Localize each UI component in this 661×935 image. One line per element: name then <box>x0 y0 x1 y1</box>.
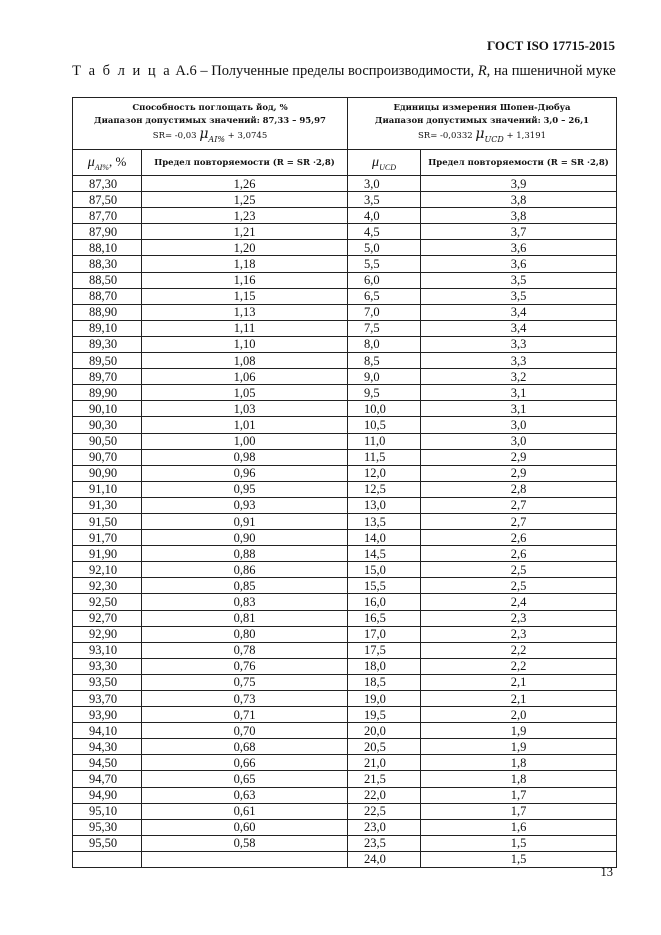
table-cell: 87,30 <box>73 176 142 192</box>
table-cell: 6,0 <box>348 272 421 288</box>
table-cell: 3,5 <box>421 272 617 288</box>
caption-number: А.6 <box>175 63 197 79</box>
table-cell: 16,0 <box>348 594 421 610</box>
table-cell: 2,8 <box>421 481 617 497</box>
table-cell: 0,75 <box>142 674 348 690</box>
table-cell: 1,01 <box>142 417 348 433</box>
table-cell: 1,6 <box>421 819 617 835</box>
table-cell: 1,8 <box>421 771 617 787</box>
table-caption <box>72 63 616 79</box>
table-row <box>73 674 617 690</box>
table-cell: 88,10 <box>73 240 142 256</box>
table-row <box>73 208 617 224</box>
table-cell: 2,2 <box>421 642 617 658</box>
table-cell: 11,0 <box>348 433 421 449</box>
table-row <box>73 835 617 851</box>
table-row <box>73 481 617 497</box>
table-cell: 15,0 <box>348 562 421 578</box>
table-cell: 0,65 <box>142 771 348 787</box>
table-row <box>73 562 617 578</box>
table-cell: 89,50 <box>73 353 142 369</box>
caption-symbol: R <box>477 63 487 79</box>
table-cell: 9,5 <box>348 385 421 401</box>
table-cell: 91,10 <box>73 481 142 497</box>
table-cell: 2,2 <box>421 658 617 674</box>
table-cell: 3,4 <box>421 304 617 320</box>
table-cell: 92,70 <box>73 610 142 626</box>
table-row <box>73 755 617 771</box>
table-cell: 0,58 <box>142 835 348 851</box>
table-cell: 2,7 <box>421 513 617 529</box>
col-header-right-repeatability: Предел повторяемости (R = SR ·2,8) <box>421 150 617 176</box>
table-row <box>73 578 617 594</box>
table-row <box>73 353 617 369</box>
table-cell: 0,68 <box>142 739 348 755</box>
page-number: 13 <box>600 865 613 879</box>
table-cell: 17,5 <box>348 642 421 658</box>
table-row <box>73 385 617 401</box>
table-cell: 0,98 <box>142 449 348 465</box>
table-row <box>73 401 617 417</box>
table-row <box>73 707 617 723</box>
table-cell: 93,50 <box>73 674 142 690</box>
table-row <box>73 288 617 304</box>
table-cell: 15,5 <box>348 578 421 594</box>
table-row <box>73 320 617 336</box>
table-cell: 9,0 <box>348 369 421 385</box>
table-cell: 1,8 <box>421 755 617 771</box>
table-cell: 0,61 <box>142 803 348 819</box>
table-cell: 90,70 <box>73 449 142 465</box>
table-cell: 13,5 <box>348 513 421 529</box>
table-row <box>73 723 617 739</box>
table-cell: 89,30 <box>73 336 142 352</box>
left-group-header <box>73 98 348 150</box>
left-group-title: Способность поглощать йод, % <box>132 102 288 113</box>
table-cell: 7,0 <box>348 304 421 320</box>
table-cell: 0,78 <box>142 642 348 658</box>
table-cell: 0,71 <box>142 707 348 723</box>
table-cell: 94,10 <box>73 723 142 739</box>
table-cell: 95,30 <box>73 819 142 835</box>
table-cell: 93,10 <box>73 642 142 658</box>
table-cell: 10,5 <box>348 417 421 433</box>
table-cell: 2,9 <box>421 449 617 465</box>
table-cell: 1,5 <box>421 835 617 851</box>
table-row <box>73 465 617 481</box>
table-cell: 92,30 <box>73 578 142 594</box>
table-cell: 1,25 <box>142 192 348 208</box>
caption-tail: , на пшеничной муке <box>486 63 616 79</box>
table-cell: 89,10 <box>73 320 142 336</box>
table-cell: 88,30 <box>73 256 142 272</box>
table-cell: 1,05 <box>142 385 348 401</box>
table-cell: 95,10 <box>73 803 142 819</box>
table-cell: 2,7 <box>421 497 617 513</box>
table-cell: 11,5 <box>348 449 421 465</box>
table-cell: 24,0 <box>348 851 421 867</box>
table-cell: 2,3 <box>421 610 617 626</box>
table-cell: 1,15 <box>142 288 348 304</box>
table-cell: 0,80 <box>142 626 348 642</box>
table-cell <box>142 851 348 867</box>
table-cell: 1,03 <box>142 401 348 417</box>
table-cell: 23,5 <box>348 835 421 851</box>
table-cell: 3,5 <box>421 288 617 304</box>
table-cell: 1,13 <box>142 304 348 320</box>
table-cell: 88,50 <box>73 272 142 288</box>
table-cell: 8,0 <box>348 336 421 352</box>
right-formula: SR= -0,0332 $\mu_{UCD} + 1,3191$ <box>417 125 547 144</box>
table-cell: 0,76 <box>142 658 348 674</box>
table-cell: 19,0 <box>348 691 421 707</box>
table-row <box>73 224 617 240</box>
table-cell: 7,5 <box>348 320 421 336</box>
table-cell: 90,90 <box>73 465 142 481</box>
table-cell: 1,20 <box>142 240 348 256</box>
table-cell: 2,3 <box>421 626 617 642</box>
table-cell: 1,26 <box>142 176 348 192</box>
table-row <box>73 417 617 433</box>
table-cell: 21,0 <box>348 755 421 771</box>
table-cell: 0,86 <box>142 562 348 578</box>
table-row <box>73 433 617 449</box>
table-cell: 0,95 <box>142 481 348 497</box>
right-group-header <box>348 98 617 150</box>
table-cell: 0,85 <box>142 578 348 594</box>
table-cell: 2,0 <box>421 707 617 723</box>
table-row <box>73 546 617 562</box>
table-cell: 87,90 <box>73 224 142 240</box>
table-cell: 14,0 <box>348 530 421 546</box>
table-cell: 1,18 <box>142 256 348 272</box>
table-row <box>73 819 617 835</box>
table-cell: 95,50 <box>73 835 142 851</box>
table-row <box>73 610 617 626</box>
caption-label: Т а б л и ц а <box>72 63 172 79</box>
table-cell: 4,0 <box>348 208 421 224</box>
table-cell: 91,50 <box>73 513 142 529</box>
table-cell: 94,30 <box>73 739 142 755</box>
table-cell: 23,0 <box>348 819 421 835</box>
table-cell: 3,8 <box>421 192 617 208</box>
caption-text: – Полученные пределы воспроизводимости, <box>200 63 475 79</box>
table-row <box>73 304 617 320</box>
table-cell: 1,7 <box>421 803 617 819</box>
table-cell: 3,6 <box>421 256 617 272</box>
table-cell: 1,7 <box>421 787 617 803</box>
table-cell: 1,11 <box>142 320 348 336</box>
table-row <box>73 691 617 707</box>
table-cell: 87,70 <box>73 208 142 224</box>
table-cell: 88,90 <box>73 304 142 320</box>
table-cell: 93,90 <box>73 707 142 723</box>
table-row <box>73 594 617 610</box>
table-row <box>73 192 617 208</box>
table-cell: 2,4 <box>421 594 617 610</box>
table-cell: 12,0 <box>348 465 421 481</box>
table-cell: 3,0 <box>421 433 617 449</box>
table-cell: 14,5 <box>348 546 421 562</box>
table-cell: 92,90 <box>73 626 142 642</box>
table-cell: 2,9 <box>421 465 617 481</box>
table-cell: 0,73 <box>142 691 348 707</box>
col-header-ucd: $\mu_{UCD}$ <box>348 150 421 176</box>
table-cell: 87,50 <box>73 192 142 208</box>
table-cell: 6,5 <box>348 288 421 304</box>
table-cell: 94,70 <box>73 771 142 787</box>
table-cell: 22,5 <box>348 803 421 819</box>
table-row <box>73 626 617 642</box>
table-cell: 3,5 <box>348 192 421 208</box>
table-cell: 94,50 <box>73 755 142 771</box>
table-cell: 88,70 <box>73 288 142 304</box>
table-cell: 17,0 <box>348 626 421 642</box>
table-cell: 5,0 <box>348 240 421 256</box>
table-cell: 3,7 <box>421 224 617 240</box>
table-cell: 1,5 <box>421 851 617 867</box>
document-code: ГОСТ ISO 17715-2015 <box>486 38 615 53</box>
table-cell: 18,0 <box>348 658 421 674</box>
table-cell: 22,0 <box>348 787 421 803</box>
table-row <box>73 497 617 513</box>
table-cell: 10,0 <box>348 401 421 417</box>
table-row <box>73 739 617 755</box>
table-cell: 1,10 <box>142 336 348 352</box>
table-body <box>73 176 617 868</box>
table-cell: 2,6 <box>421 530 617 546</box>
table-cell: 1,23 <box>142 208 348 224</box>
table-cell: 1,16 <box>142 272 348 288</box>
table-cell: 3,3 <box>421 353 617 369</box>
table-row <box>73 530 617 546</box>
table-cell: 19,5 <box>348 707 421 723</box>
col-header-iodine: $\mu_{AI\%}$, % <box>73 150 142 176</box>
table-row <box>73 658 617 674</box>
table-cell: 3,0 <box>348 176 421 192</box>
table-cell: 89,70 <box>73 369 142 385</box>
table-cell: 2,5 <box>421 562 617 578</box>
table-cell: 91,90 <box>73 546 142 562</box>
table-cell: 5,5 <box>348 256 421 272</box>
table-cell: 0,83 <box>142 594 348 610</box>
table-cell: 0,70 <box>142 723 348 739</box>
table-cell: 12,5 <box>348 481 421 497</box>
table-cell: 1,06 <box>142 369 348 385</box>
table-cell: 18,5 <box>348 674 421 690</box>
table-cell: 3,8 <box>421 208 617 224</box>
table-cell: 1,9 <box>421 723 617 739</box>
table-cell: 0,88 <box>142 546 348 562</box>
table-cell: 21,5 <box>348 771 421 787</box>
table-cell: 92,50 <box>73 594 142 610</box>
table-cell: 20,5 <box>348 739 421 755</box>
table-cell: 2,1 <box>421 691 617 707</box>
table-row <box>73 176 617 192</box>
table-row <box>73 803 617 819</box>
table-cell: 3,2 <box>421 369 617 385</box>
col-header-left-repeatability: Предел повторяемости (R = SR ·2,8) <box>142 150 348 176</box>
table-cell: 1,00 <box>142 433 348 449</box>
right-group-title: Единицы измерения Шопен-Дюбуа <box>393 102 571 113</box>
table-cell: 0,96 <box>142 465 348 481</box>
table-cell: 91,30 <box>73 497 142 513</box>
table-cell: 1,21 <box>142 224 348 240</box>
table-cell: 2,5 <box>421 578 617 594</box>
right-range: Диапазон допустимых значений: 3,0 – 26,1 <box>374 115 590 126</box>
table-row <box>73 369 617 385</box>
table-row <box>73 240 617 256</box>
table-cell: 16,5 <box>348 610 421 626</box>
table-cell: 1,08 <box>142 353 348 369</box>
table-cell: 89,90 <box>73 385 142 401</box>
table-cell: 0,81 <box>142 610 348 626</box>
table-cell: 90,10 <box>73 401 142 417</box>
table-cell: 3,1 <box>421 385 617 401</box>
table-row <box>73 771 617 787</box>
table-row <box>73 256 617 272</box>
table-cell: 3,4 <box>421 320 617 336</box>
table-cell: 3,9 <box>421 176 617 192</box>
table-row <box>73 272 617 288</box>
table-cell: 0,63 <box>142 787 348 803</box>
table-cell: 3,1 <box>421 401 617 417</box>
table-cell: 92,10 <box>73 562 142 578</box>
table-cell: 4,5 <box>348 224 421 240</box>
table-cell: 0,90 <box>142 530 348 546</box>
table-row <box>73 851 617 867</box>
table-cell: 8,5 <box>348 353 421 369</box>
table-cell: 0,91 <box>142 513 348 529</box>
table-cell: 0,66 <box>142 755 348 771</box>
table-cell: 90,50 <box>73 433 142 449</box>
table-cell: 2,6 <box>421 546 617 562</box>
table-cell: 0,60 <box>142 819 348 835</box>
table-cell: 3,6 <box>421 240 617 256</box>
table-cell: 2,1 <box>421 674 617 690</box>
table-cell: 3,3 <box>421 336 617 352</box>
table-row <box>73 336 617 352</box>
table-cell: 0,93 <box>142 497 348 513</box>
table-cell: 93,30 <box>73 658 142 674</box>
reproducibility-table <box>72 97 617 868</box>
table-cell <box>73 851 142 867</box>
table-row <box>73 787 617 803</box>
table-cell: 3,0 <box>421 417 617 433</box>
table-cell: 1,9 <box>421 739 617 755</box>
table-cell: 20,0 <box>348 723 421 739</box>
left-formula: SR= -0,03 $\mu_{AI\%} + 3,0745$ <box>152 125 268 144</box>
table-cell: 93,70 <box>73 691 142 707</box>
table-row <box>73 449 617 465</box>
table-cell: 13,0 <box>348 497 421 513</box>
table-cell: 94,90 <box>73 787 142 803</box>
table-cell: 91,70 <box>73 530 142 546</box>
left-range: Диапазон допустимых значений: 87,33 – 95,97 <box>94 115 326 126</box>
table-cell: 90,30 <box>73 417 142 433</box>
table-row <box>73 642 617 658</box>
table-row <box>73 513 617 529</box>
